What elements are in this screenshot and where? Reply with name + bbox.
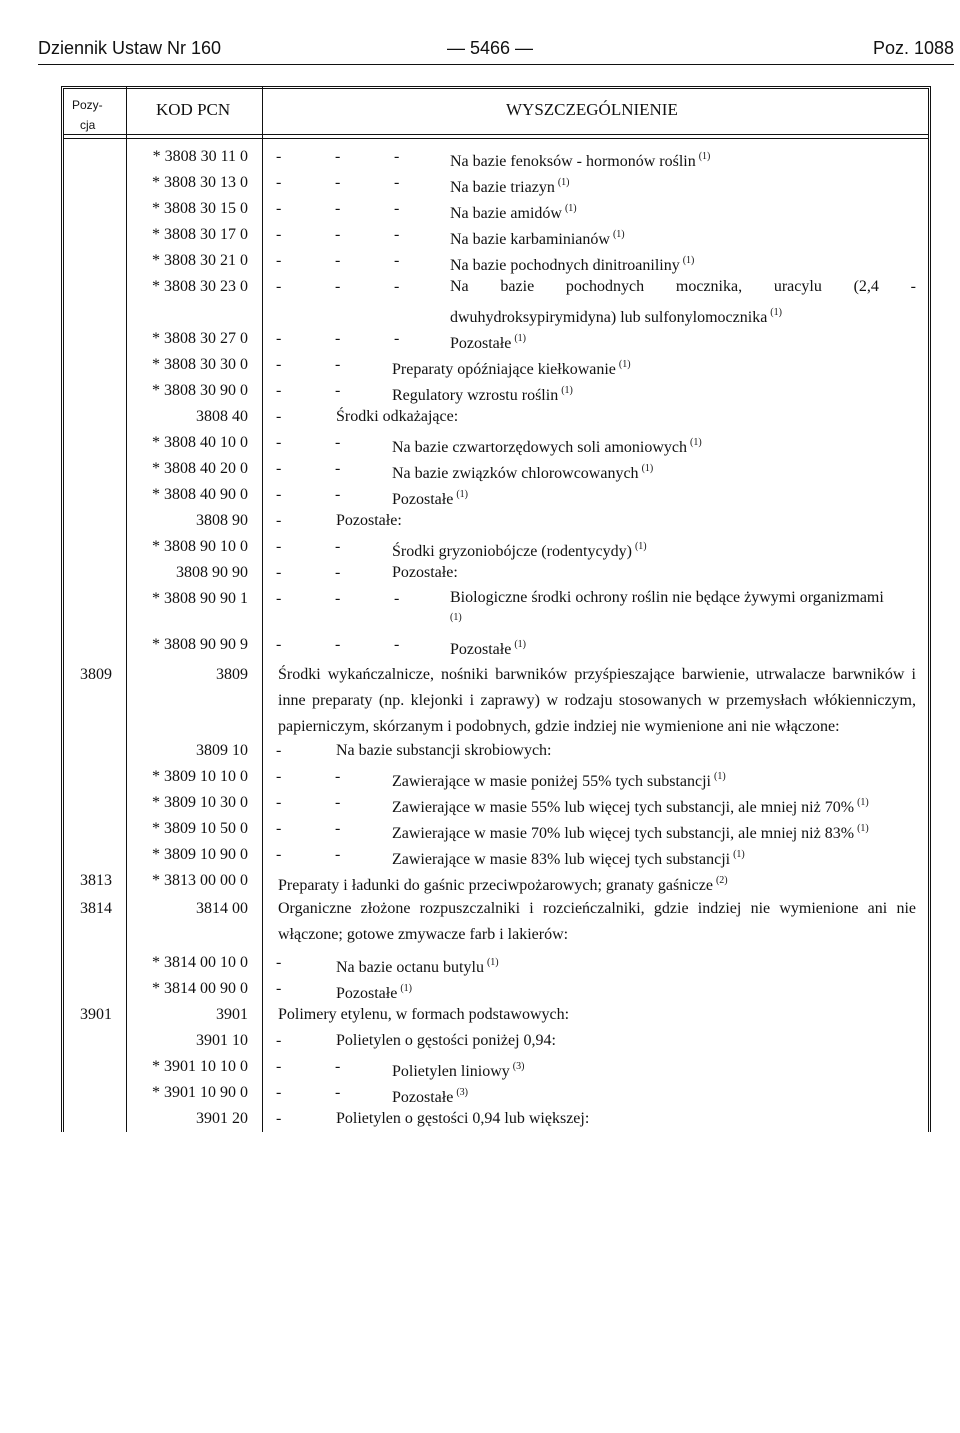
row-description [450, 173, 570, 198]
row-indent-dashes: - - [276, 794, 341, 811]
row-description-text: Na bazie związków chlorowcowanych [392, 465, 639, 482]
row-code: * 3808 30 90 0 [152, 382, 248, 399]
journal-title: Dziennik Ustaw Nr 160 [38, 38, 222, 58]
row-code: * 3808 30 17 0 [152, 226, 248, 243]
row-code: * 3808 90 90 9 [152, 636, 248, 653]
row-indent-dashes: - - - [276, 200, 400, 217]
row-description-text: Na bazie czwartorzędowych soli amoniowych [392, 439, 687, 456]
row-description [278, 1005, 569, 1025]
row-position: 3809 [80, 666, 112, 683]
row-description-text: Pozostałe [450, 335, 512, 352]
row-description-text: Organiczne złożone rozpuszczalniki i rozcieńczalniki, gdzie indziej nie wymienione ani nie włączone; gotowe zmywacze farb i lakierów: [278, 900, 916, 943]
row-description-text: Środki gryzoniobójcze (rodentycydy) [392, 543, 632, 560]
row-description [392, 433, 702, 458]
row-description [336, 979, 412, 1004]
row-code: * 3808 30 30 0 [152, 356, 248, 373]
row-indent-dashes: - - [276, 1058, 341, 1075]
footnote-marker: (1) [733, 849, 745, 860]
row-description [336, 741, 552, 761]
row-description-text: Zawierające w masie 83% lub więcej tych substancji [392, 851, 731, 868]
row-description [392, 563, 458, 583]
row-code: * 3808 90 10 0 [152, 538, 248, 555]
row-indent-dashes: - - - [276, 252, 400, 269]
row-code: * 3809 10 50 0 [152, 820, 248, 837]
footnote-marker: (1) [641, 463, 654, 474]
row-code: * 3809 10 10 0 [152, 768, 248, 785]
column-header-desc: WYSZCZEGÓLNIENIE [506, 100, 678, 119]
row-code: * 3808 30 15 0 [152, 200, 248, 217]
footnote-marker: (1) [456, 489, 468, 500]
row-code: * 3901 10 90 0 [152, 1084, 248, 1101]
row-position: 3901 [80, 1006, 112, 1023]
footnote-marker: (1) [486, 957, 499, 968]
footnote-marker: (3) [456, 1087, 468, 1098]
footnote-marker: (1) [514, 639, 526, 650]
footnote-marker: (3) [512, 1061, 525, 1072]
row-indent-dashes: - [276, 742, 282, 759]
row-indent-dashes: - [276, 1110, 282, 1127]
row-code: * 3809 10 90 0 [152, 846, 248, 863]
footnote-marker: (1) [698, 151, 711, 162]
row-description [450, 274, 916, 331]
row-indent-dashes: - - [276, 382, 341, 399]
row-description [392, 793, 869, 818]
row-indent-dashes: - - - [276, 278, 400, 295]
footnote-marker: (1) [714, 771, 726, 782]
row-description [392, 845, 745, 870]
footnote-marker: (1) [400, 983, 412, 994]
row-description-text: Pozostałe [392, 1089, 454, 1106]
row-description [336, 1031, 556, 1051]
row-description [450, 589, 884, 627]
row-description-text: Na bazie fenoksów - hormonów roślin [450, 153, 696, 170]
row-description-text: Polimery etylenu, w formach podstawowych: [278, 1006, 570, 1023]
column-header-poz: Pozy- cja [72, 98, 103, 132]
column-divider-kod [262, 86, 263, 1132]
row-indent-dashes: - - [276, 1084, 341, 1101]
row-description-text: Pozostałe [450, 641, 512, 658]
row-description-text: Zawierające w masie poniżej 55% tych substancji [392, 773, 711, 790]
row-indent-dashes: - - - [276, 148, 400, 165]
row-description-text: Regulatory wzrostu roślin [392, 387, 559, 404]
row-code: 3901 10 [196, 1032, 248, 1049]
position-number: Poz. 1088 [872, 38, 954, 58]
row-description [392, 1083, 468, 1108]
row-indent-dashes: - [276, 408, 282, 425]
header-rule-1 [64, 134, 928, 135]
row-code: * 3808 30 23 0 [152, 278, 248, 295]
row-indent-dashes: - - [276, 434, 341, 451]
row-description [392, 381, 573, 406]
row-description-text: Środki wykańczalnicze, nośniki barwników przyśpieszające barwienie, utrwalacze barwników i inne preparaty (np. klejonki i zaprawy) w rodzaju stosowanych w przemysłach włókienniczym, papierniczym, skórzanym i podobnych, gdzie indziej nie wymienione ani nie włączone: [278, 666, 916, 735]
page-header [38, 36, 954, 64]
row-description-text: Pozostałe [392, 491, 454, 508]
row-indent-dashes: - - - [276, 590, 400, 607]
row-description [336, 1109, 589, 1129]
row-description-continuation: dwuhydroksypirymidyna) lub sulfonylomocznika [450, 309, 768, 326]
row-description-text: Polietylen o gęstości poniżej 0,94: [336, 1032, 556, 1049]
row-code: 3808 90 [196, 512, 248, 529]
row-indent-dashes: - [276, 954, 282, 971]
row-position: 3813 [80, 872, 112, 889]
row-description [450, 251, 694, 276]
footnote-marker: (1) [682, 255, 695, 266]
row-description [450, 225, 625, 250]
row-description-text: Na bazie karbaminianów [450, 231, 610, 248]
row-description-text: Biologiczne środki ochrony roślin nie będące żywymi organizmami [450, 589, 884, 606]
row-indent-dashes: - - - [276, 174, 400, 191]
footnote-marker: (1) [514, 333, 526, 344]
row-code: 3808 90 90 [176, 564, 248, 581]
footnote-marker: (1) [857, 823, 869, 834]
row-description [278, 871, 728, 896]
row-description-text: Polietylen liniowy [392, 1063, 510, 1080]
row-description [392, 459, 653, 484]
row-code: * 3809 10 30 0 [152, 794, 248, 811]
row-description [336, 511, 402, 531]
row-description-text: Na bazie triazyn [450, 179, 555, 196]
row-indent-dashes: - - [276, 460, 341, 477]
row-description [336, 953, 499, 978]
header-rule [38, 64, 954, 65]
column-divider-poz [126, 86, 127, 1132]
row-description [278, 662, 916, 740]
row-code: 3808 40 [196, 408, 248, 425]
row-description [450, 635, 526, 660]
row-code: * 3808 30 27 0 [152, 330, 248, 347]
row-code: * 3814 00 90 0 [152, 980, 248, 997]
row-description-text: Polietylen o gęstości 0,94 lub większej: [336, 1110, 590, 1127]
footnote-marker: (1) [564, 203, 577, 214]
row-code: * 3808 90 90 1 [152, 590, 248, 607]
row-position: 3814 [80, 900, 112, 917]
row-indent-dashes: - - - [276, 636, 400, 653]
row-description [392, 537, 647, 562]
footnote-marker: (1) [561, 385, 573, 396]
row-code: * 3808 30 21 0 [152, 252, 248, 269]
column-header-kod: KOD PCN [156, 100, 231, 119]
row-indent-dashes: - - [276, 768, 341, 785]
row-indent-dashes: - - - [276, 226, 400, 243]
row-description-text: Środki odkażające: [336, 408, 459, 425]
footnote-marker: (1) [770, 307, 782, 318]
row-description [392, 485, 468, 510]
row-indent-dashes: - [276, 980, 282, 997]
footnote-marker: (1) [618, 359, 631, 370]
row-code: * 3808 40 90 0 [152, 486, 248, 503]
row-description-text: Zawierające w masie 55% lub więcej tych substancji, ale mniej niż 70% [392, 799, 855, 816]
row-description-text: Zawierające w masie 70% lub więcej tych substancji, ale mniej niż 83% [392, 825, 855, 842]
row-description-text: Na bazie amidów [450, 205, 562, 222]
row-indent-dashes: - - [276, 486, 341, 503]
row-code: * 3901 10 10 0 [152, 1058, 248, 1075]
row-description [336, 407, 458, 427]
row-code: * 3808 30 11 0 [152, 148, 248, 165]
footnote-marker: (1) [612, 229, 625, 240]
row-description [450, 147, 710, 172]
row-indent-dashes: - - [276, 820, 341, 837]
row-description [450, 329, 526, 354]
row-description-continuation: (1) [450, 612, 462, 623]
row-description-text: Pozostałe: [392, 564, 458, 581]
row-description-text: Na bazie pochodnych mocznika, uracylu (2,4 - [450, 278, 916, 295]
header-rule-2 [64, 138, 928, 139]
footnote-marker: (1) [557, 177, 570, 188]
row-description [450, 199, 577, 224]
row-description [278, 896, 916, 948]
row-description-text: Pozostałe [336, 985, 398, 1002]
row-indent-dashes: - - [276, 356, 341, 373]
row-description-text: Na bazie substancji skrobiowych: [336, 742, 552, 759]
row-description [392, 355, 631, 380]
row-indent-dashes: - - [276, 564, 341, 581]
row-description-text: Preparaty opóźniające kiełkowanie [392, 361, 616, 378]
footnote-marker: (1) [857, 797, 869, 808]
row-code: 3814 00 [196, 900, 248, 917]
row-indent-dashes: - - - [276, 330, 400, 347]
row-description [392, 819, 869, 844]
row-code: * 3813 00 00 0 [152, 872, 248, 889]
footnote-marker: (2) [715, 875, 728, 886]
row-description [392, 1057, 524, 1082]
row-indent-dashes: - [276, 1032, 282, 1049]
row-code: * 3808 40 10 0 [152, 434, 248, 451]
row-description-text: Na bazie pochodnych dinitroaniliny [450, 257, 680, 274]
row-description-text: Preparaty i ładunki do gaśnic przeciwpożarowych; granaty gaśnicze [278, 877, 713, 894]
row-code: * 3808 30 13 0 [152, 174, 248, 191]
row-description-text: Pozostałe: [336, 512, 402, 529]
row-code: 3809 [216, 666, 248, 683]
row-indent-dashes: - - [276, 538, 341, 555]
row-code: 3901 [216, 1006, 248, 1023]
row-description-text: Na bazie octanu butylu [336, 959, 484, 976]
row-description [392, 767, 726, 792]
footnote-marker: (1) [634, 541, 647, 552]
page-number: — 5466 — [447, 38, 534, 58]
row-indent-dashes: - - [276, 846, 341, 863]
row-code: 3809 10 [196, 742, 248, 759]
row-code: * 3814 00 10 0 [152, 954, 248, 971]
row-indent-dashes: - [276, 512, 282, 529]
row-code: * 3808 40 20 0 [152, 460, 248, 477]
footnote-marker: (1) [690, 437, 702, 448]
row-code: 3901 20 [196, 1110, 248, 1127]
